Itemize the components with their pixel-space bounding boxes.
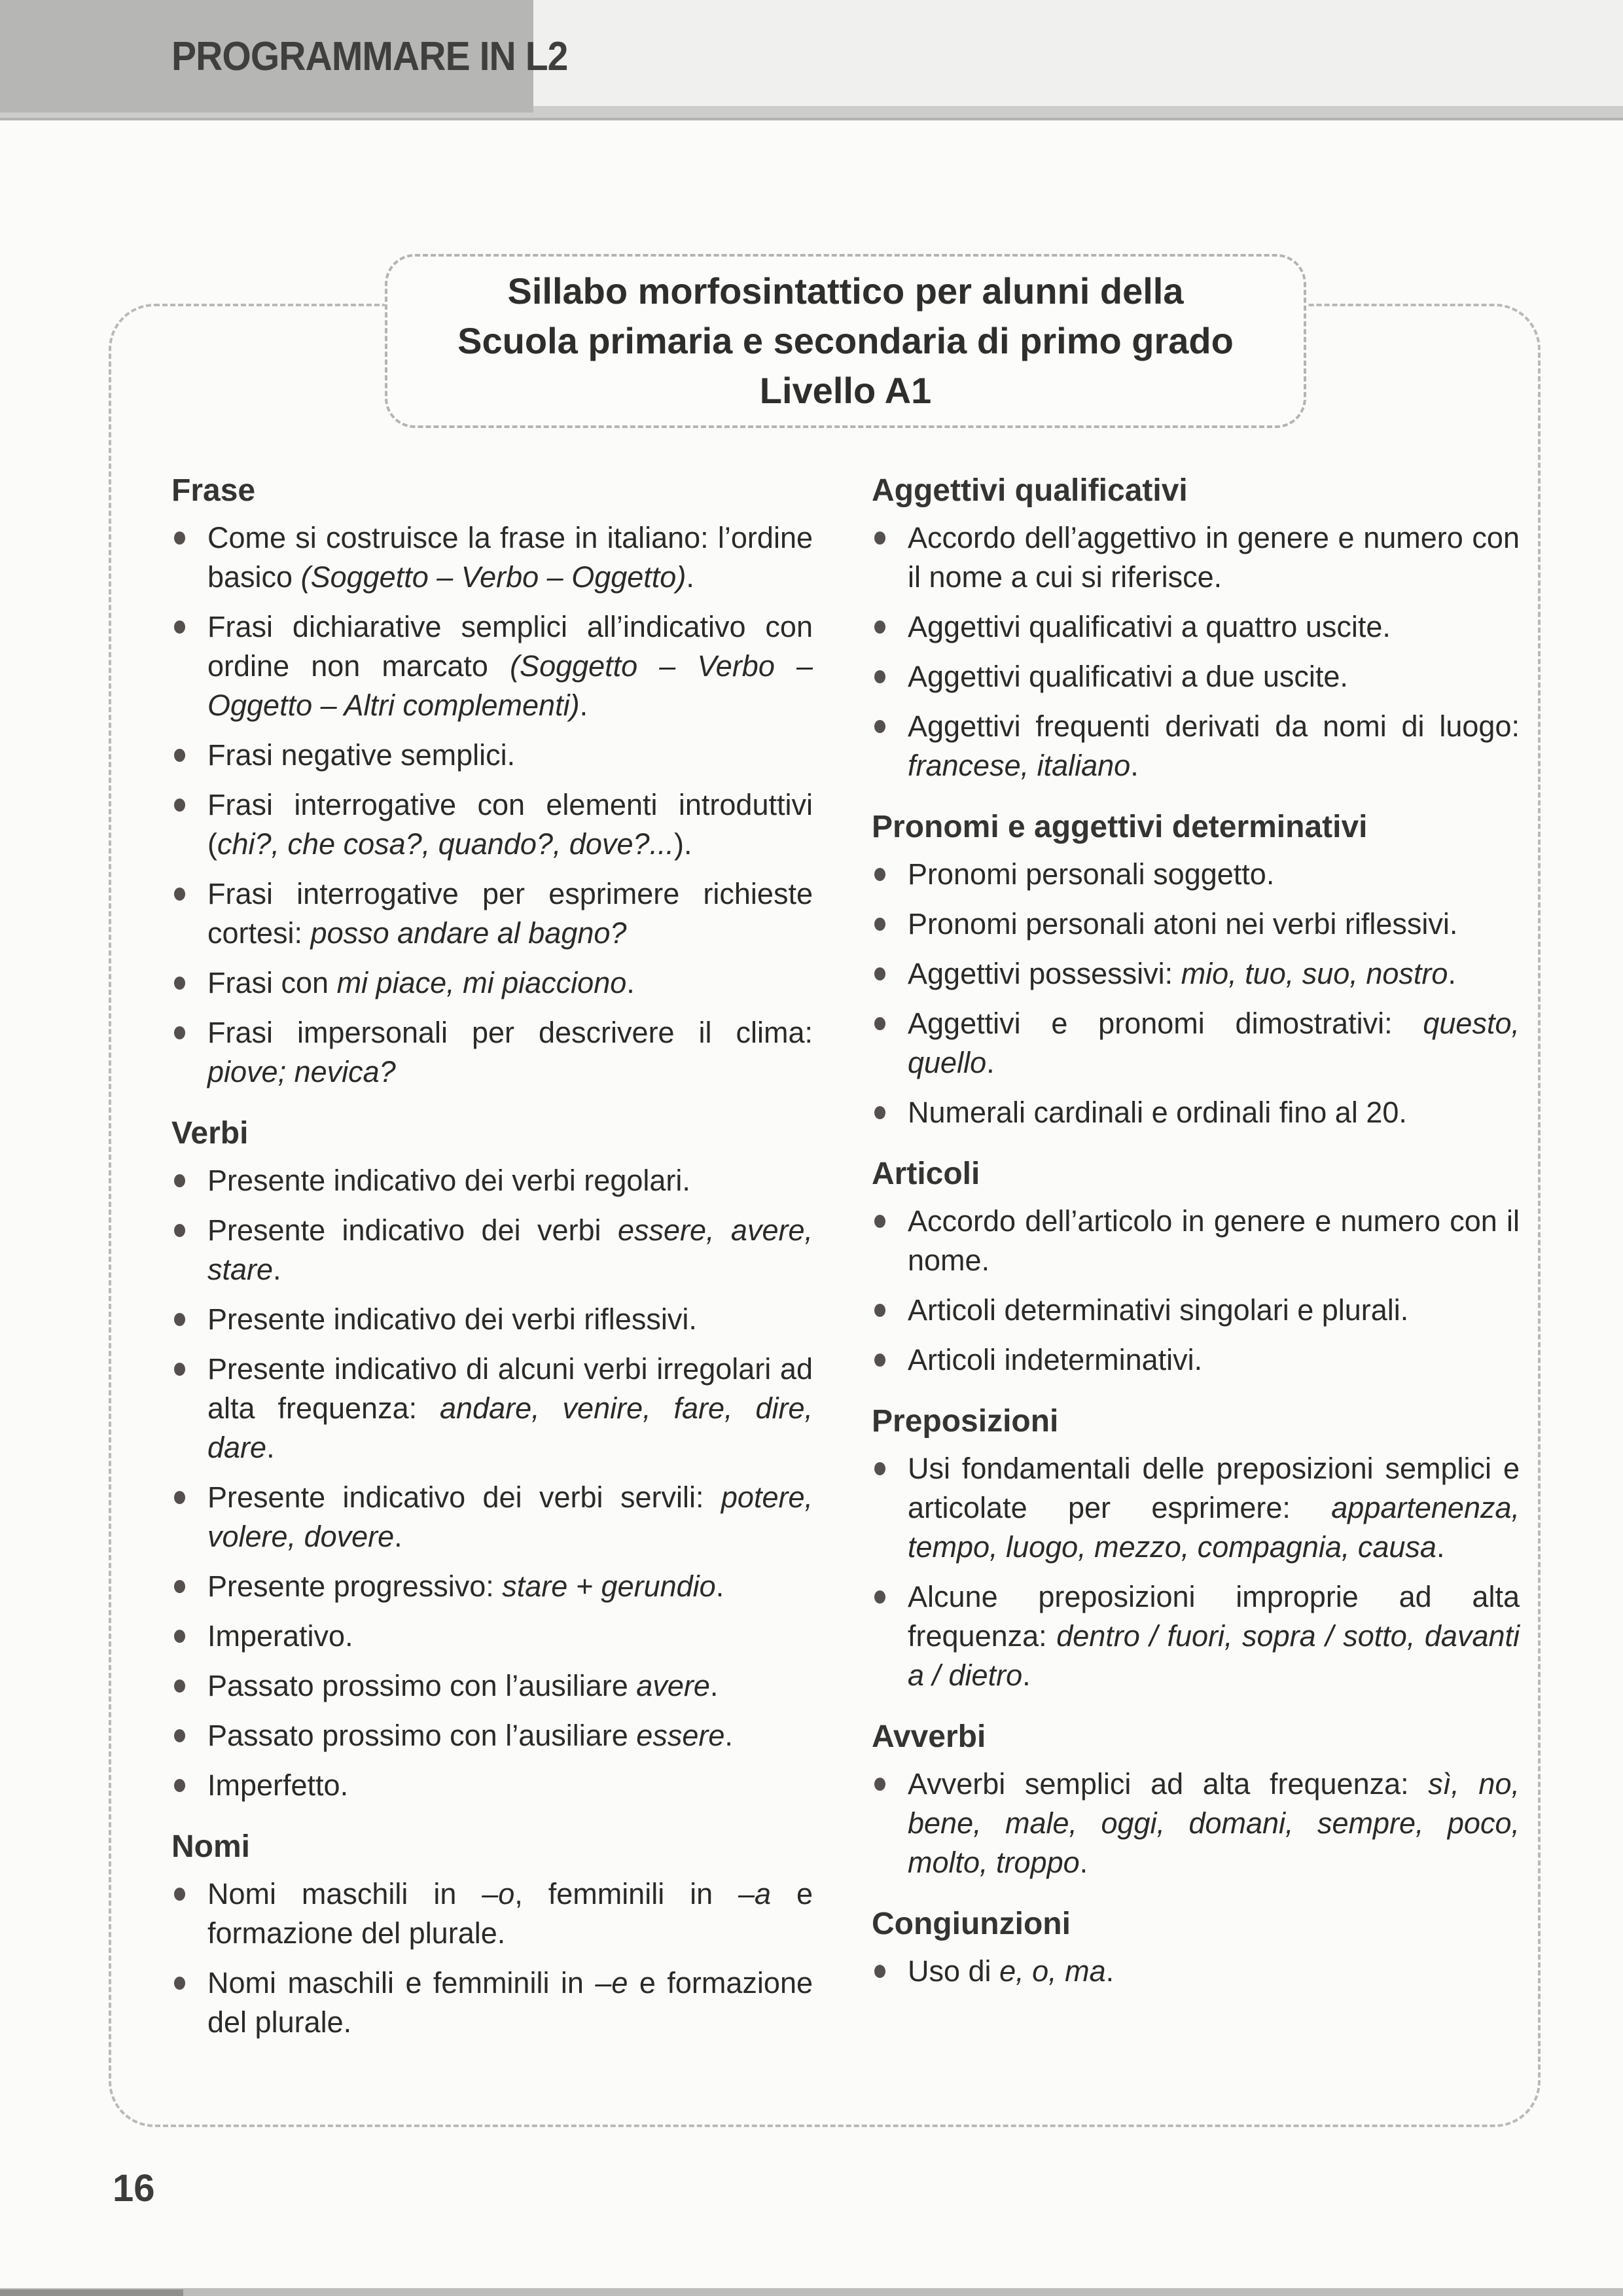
bullet-icon [874,1304,885,1317]
bullet-item: Aggettivi e pronomi dimostrativi: questo, quello. [872,1004,1520,1083]
bullet-icon [174,1363,185,1376]
bullet-icon [174,1779,185,1792]
bullet-icon [174,1491,185,1504]
bullet-item: Presente indicativo di alcuni verbi irregolari ad alta frequenza: andare, venire, fare, dire, dare. [171,1350,813,1467]
bullet-item: Frasi interrogative con elementi introduttivi (chi?, che cosa?, quando?, dove?...). [171,785,813,864]
bullet-icon [174,531,185,545]
bullet-icon [174,1630,185,1643]
section-articoli [872,1156,1520,1380]
bullet-icon [874,1778,885,1791]
bullet-item: Nomi maschili in –o, femminili in –a e formazione del plurale. [171,1874,813,1953]
bullet-item: Usi fondamentali delle preposizioni semplici e articolate per esprimere: appartenenza, tempo, luogo, mezzo, compagnia, causa. [872,1449,1520,1567]
header-banner [0,0,568,113]
bullet-icon [874,1590,885,1604]
title-line-1: Sillabo morfosintattico per alunni della [507,270,1184,312]
column-left [171,473,813,2042]
bullet-icon [174,1977,185,1990]
section-preposizioni [872,1403,1520,1695]
bullet-icon [174,1313,185,1326]
bullet-item: Passato prossimo con l’ausiliare essere. [171,1716,813,1755]
bullet-item: Aggettivi possessivi: mio, tuo, suo, nostro. [872,954,1520,994]
section-heading: Nomi [171,1829,250,1864]
bullet-item: Come si costruisce la frase in italiano: l’ordine basico (Soggetto – Verbo – Oggetto). [171,518,813,597]
bullet-item: Presente progressivo: stare + gerundio. [171,1567,813,1606]
section-heading: Congiunzioni [872,1907,1071,1941]
bullet-item: Frasi impersonali per descrivere il clima: piove; nevica? [171,1013,813,1092]
banner-label: PROGRAMMARE IN L2 [171,33,568,79]
title-line-3: Livello A1 [759,370,932,411]
bullet-icon [874,1965,885,1978]
section-verbi [171,1115,813,1805]
bullet-icon [874,967,885,980]
bullet-item: Alcune preposizioni improprie ad alta frequenza: dentro / fuori, sopra / sotto, davanti a / dietro. [872,1577,1520,1695]
bullet-icon [874,531,885,545]
section-heading: Verbi [171,1116,249,1151]
bullet-item: Frasi interrogative per esprimere richieste cortesi: posso andare al bagno? [171,874,813,953]
section-avverbi [872,1719,1520,1882]
bullet-item: Aggettivi qualificativi a due uscite. [872,657,1520,696]
bullet-icon [174,1729,185,1742]
bullet-item: Imperfetto. [171,1766,813,1805]
bullet-item: Articoli indeterminativi. [872,1340,1520,1380]
bullet-item: Imperativo. [171,1617,813,1656]
section-frase [171,473,813,1092]
bullet-icon [174,1174,185,1187]
bullet-item: Accordo dell’aggettivo in genere e numero con il nome a cui si riferisce. [872,518,1520,597]
bullet-icon [174,1580,185,1593]
bullet-icon [174,749,185,762]
section-nomi [171,1829,813,2042]
bullet-icon [174,798,185,812]
bullet-icon [174,1888,185,1901]
title-line-2: Scuola primaria e secondaria di primo grado [457,320,1234,361]
bullet-icon [174,1224,185,1237]
bullet-icon [174,1679,185,1693]
bullet-item: Pronomi personali atoni nei verbi riflessivi. [872,905,1520,944]
page-number: 16 [113,2167,155,2210]
section-heading: Avverbi [872,1719,986,1754]
bullet-item: Presente indicativo dei verbi riflessivi. [171,1300,813,1339]
bullet-icon [874,720,885,733]
bullet-icon [874,918,885,931]
bullet-icon [874,670,885,683]
column-right [872,473,1520,1991]
bullet-item: Articoli determinativi singolari e plurali. [872,1291,1520,1330]
header-band-rule [0,118,1623,120]
section-pronomi-e-aggettivi-determinativi [872,809,1520,1132]
bullet-item: Pronomi personali soggetto. [872,855,1520,894]
bullet-icon [874,868,885,881]
bullet-item: Numerali cardinali e ordinali fino al 20. [872,1093,1520,1132]
section-heading: Aggettivi qualificativi [872,473,1188,508]
bullet-item: Avverbi semplici ad alta frequenza: sì, no, bene, male, oggi, domani, sempre, poco, molto, troppo. [872,1765,1520,1882]
bullet-item: Frasi negative semplici. [171,736,813,775]
bullet-icon [874,1106,885,1119]
bullet-item: Presente indicativo dei verbi regolari. [171,1161,813,1200]
page-bottom-edge [0,2288,1623,2296]
bullet-item: Aggettivi frequenti derivati da nomi di luogo: francese, italiano. [872,707,1520,785]
bullet-icon [174,977,185,990]
section-congiunzioni [872,1906,1520,1991]
bullet-item: Presente indicativo dei verbi servili: potere, volere, dovere. [171,1478,813,1556]
syllabus-title-box [385,254,1306,428]
section-heading: Articoli [872,1157,980,1191]
bullet-item: Nomi maschili e femminili in –e e formazione del plurale. [171,1964,813,2042]
page-bottom-edge-dark [0,2289,183,2296]
bullet-icon [174,1026,185,1039]
section-heading: Frase [171,473,256,508]
bullet-item: Uso di e, o, ma. [872,1952,1520,1991]
bullet-icon [174,620,185,634]
bullet-icon [174,888,185,901]
section-heading: Pronomi e aggettivi determinativi [872,810,1368,844]
bullet-item: Presente indicativo dei verbi essere, avere, stare. [171,1211,813,1289]
bullet-icon [874,1354,885,1367]
bullet-icon [874,1215,885,1228]
bullet-icon [874,1017,885,1030]
bullet-item: Aggettivi qualificativi a quattro uscite. [872,607,1520,647]
bullet-item: Accordo dell’articolo in genere e numero con il nome. [872,1202,1520,1280]
bullet-icon [874,620,885,634]
bullet-item: Frasi dichiarative semplici all’indicativo con ordine non marcato (Soggetto – Verbo – Oggetto – Altri complementi). [171,607,813,725]
bullet-item: Frasi con mi piace, mi piacciono. [171,963,813,1003]
bullet-icon [874,1462,885,1475]
bullet-item: Passato prossimo con l’ausiliare avere. [171,1666,813,1706]
section-heading: Preposizioni [872,1404,1059,1439]
section-aggettivi-qualificativi [872,473,1520,785]
